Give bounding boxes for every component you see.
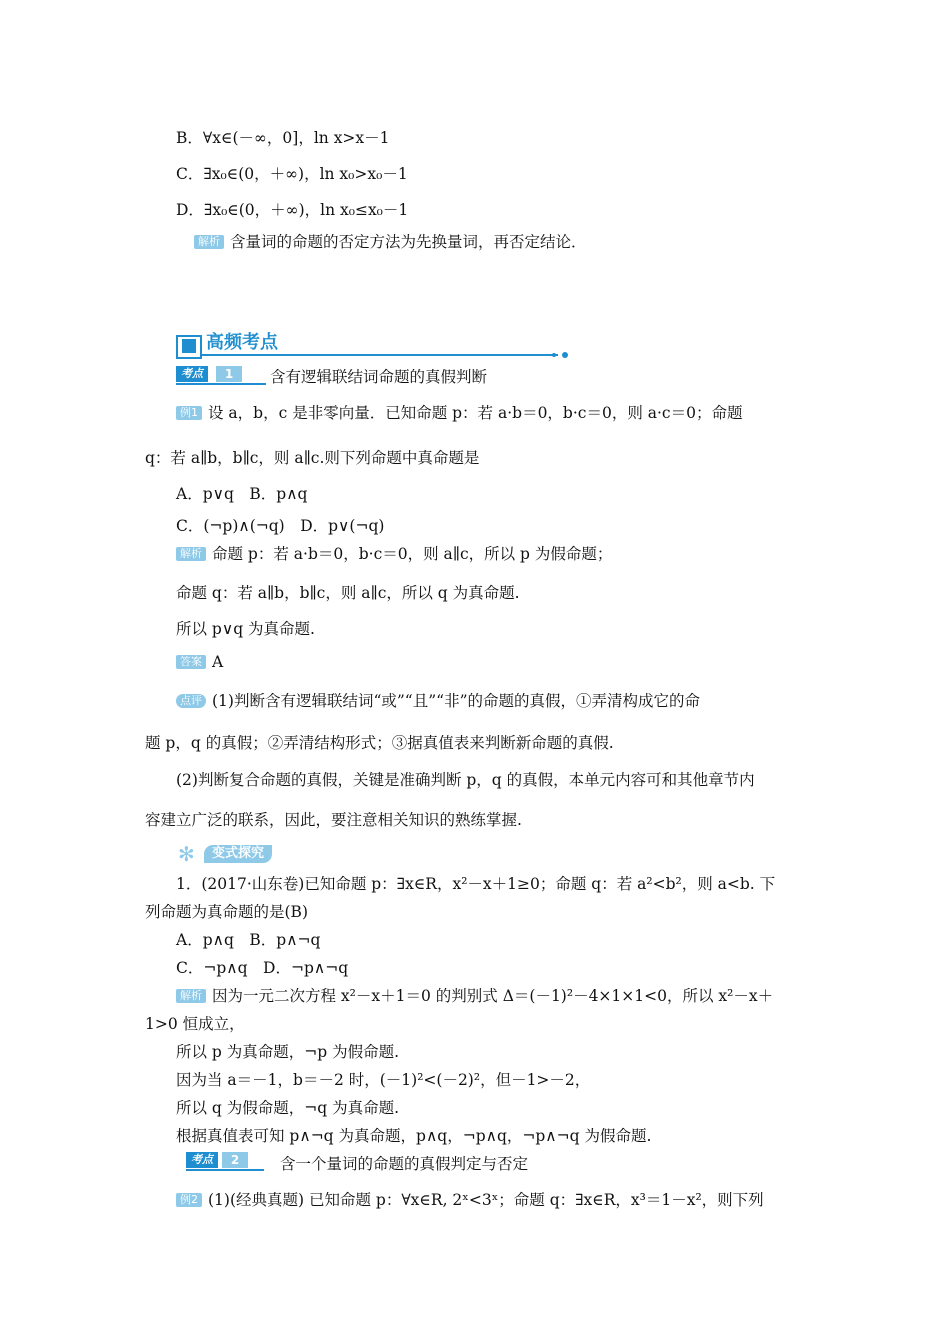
example-1-options-2: C．(¬p)∧(¬q) D．p∨(¬q) [176,517,385,535]
analysis-2-line-3: 所以 p∨q 为真命题. [176,620,315,638]
analysis-3-line-4: 因为当 a＝－1，b＝－2 时，(－1)²<(－2)²，但－1>－2， [176,1071,591,1089]
analysis-1: 解析 含量词的命题的否定方法为先换量词，再否定结论． [194,231,587,253]
analysis-2-line-2: 命题 q：若 a∥b，b∥c，则 a∥c，所以 q 为真命题. [176,584,520,602]
comment-line-3: (2)判断复合命题的真假，关键是准确判断 p，q 的真假，本单元内容可和其他章节内 [176,771,755,789]
variant-1-line-1: 1．(2017·山东卷)已知命题 p：∃x∈R，x²－x＋1≥0；命题 q：若 a²<b²，则 a<b. 下 [176,875,776,893]
example-1-options-1: A．p∨q B．p∧q [176,485,308,503]
example-1-line-1: 例1 设 a，b，c 是非零向量．已知命题 p：若 a·b＝0，b·c＝0，则 a·c＝0；命题 [176,402,742,424]
kaodian-1-badge: 考点 1 [176,366,266,384]
option-b: B．∀x∈(－∞，0]，ln x>x－1 [176,129,390,147]
kaodian-1-title: 含有逻辑联结词命题的真假判断 [270,368,488,386]
kaodian-2-badge: 考点 2 [186,1152,264,1170]
option-d: D．∃x₀∈(0，＋∞)，ln x₀≤x₀－1 [176,201,409,219]
analysis-3-line-6: 根据真值表可知 p∧¬q 为真命题，p∧q，¬p∧q，¬p∧¬q 为假命题. [176,1127,652,1145]
answer: 答案 A [176,651,223,673]
comment-line-2: 题 p，q 的真假；②弄清结构形式；③据真值表来判断新命题的真假. [145,734,614,752]
analysis-3-line-5: 所以 q 为假命题，¬q 为真命题. [176,1099,400,1117]
option-c: C．∃x₀∈(0，＋∞)，ln x₀>x₀－1 [176,165,408,183]
section-header [176,333,568,355]
variant-1-line-2: 列命题为真命题的是(B) [145,903,308,921]
kaodian-2-title: 含一个量词的命题的真假判定与否定 [280,1155,529,1173]
analysis-3-line-3: 所以 p 为真命题，¬p 为假命题. [176,1043,400,1061]
analysis-3-line-2: 1>0 恒成立， [145,1015,245,1033]
example-1-line-2: q：若 a∥b，b∥c，则 a∥c.则下列命题中真命题是 [145,449,480,467]
section-title: 高频考点 [206,332,278,353]
variant-header: ✻ 变式探究 [178,843,298,865]
sparkle-icon: ✻ [178,842,195,866]
analysis-3-line-1: 解析 因为一元二次方程 x²－x＋1＝0 的判别式 Δ＝(－1)²－4×1×1<0，所以 x²－x＋ [176,985,773,1007]
example-2-line-1: 例2 (1)(经典真题) 已知命题 p：∀x∈R, 2ˣ<3ˣ；命题 q：∃x∈R，x³＝1－x²，则下列 [176,1189,764,1211]
variant-1-options-2: C．¬p∧q D．¬p∧¬q [176,959,349,977]
analysis-tag: 解析 [194,235,224,249]
analysis-2-line-1: 解析 命题 p：若 a·b＝0，b·c＝0，则 a∥c，所以 p 为假命题； [176,543,612,565]
comment-line-4: 容建立广泛的联系，因此，要注意相关知识的熟练掌握. [145,811,522,829]
comment-line-1: 点评 (1)判断含有逻辑联结词“或”“且”“非”的命题的真假，①弄清构成它的命 [176,690,700,712]
variant-1-options-1: A．p∧q B．p∧¬q [176,931,321,949]
